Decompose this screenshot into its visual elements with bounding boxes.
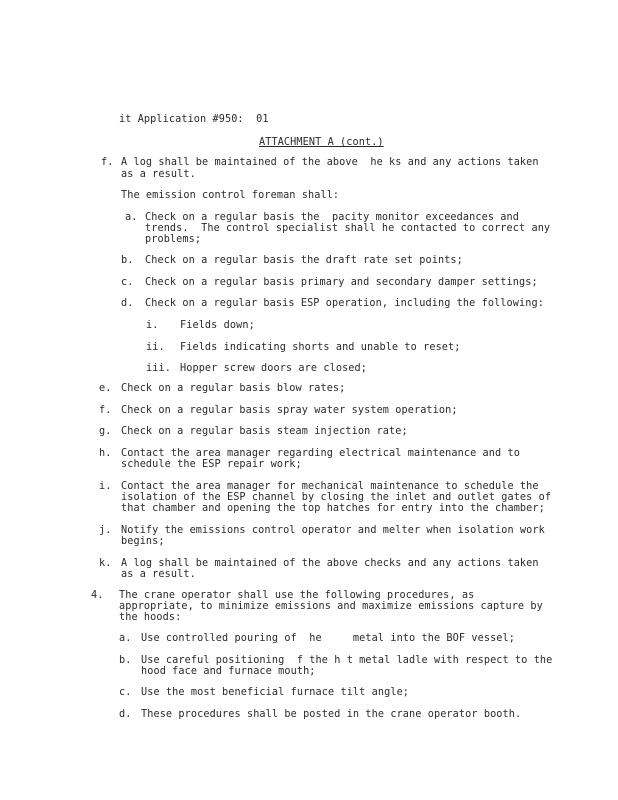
item-text-line: Use the most beneficial furnace tilt angle; (141, 687, 410, 698)
item-text-line: The crane operator shall use the following procedures, as (119, 590, 475, 601)
section-number: 4. (91, 590, 104, 601)
item-marker: a. (119, 633, 132, 644)
item-text-line: Check on a regular basis the draft rate set points; (145, 255, 463, 266)
item-text-line: Check on a regular basis steam injection rate; (121, 426, 408, 437)
item-text-line: trends. The control specialist shall he contacted to correct any (145, 223, 551, 234)
item-text-line: Contact the area manager for mechanical maintenance to schedule the (121, 481, 539, 492)
item-marker: i. (99, 481, 112, 492)
subitem-text: Fields indicating shorts and unable to reset; (180, 342, 461, 353)
subitem-marker: i. (146, 320, 159, 331)
item-text-line: Contact the area manager regarding electrical maintenance and to (121, 448, 520, 459)
item-marker: b. (119, 655, 132, 666)
item-text-line: A log shall be maintained of the above he ks and any actions taken (121, 157, 539, 168)
item-text-line: A log shall be maintained of the above checks and any actions taken (121, 558, 539, 569)
subitem-marker: ii. (146, 342, 165, 353)
item-marker: c. (121, 277, 134, 288)
item-text-line: as a result. (121, 169, 196, 180)
item-text-line: the hoods: (119, 612, 182, 623)
item-marker: e. (99, 383, 112, 394)
item-text-line: Use careful positioning f the h t metal ladle with respect to the (141, 655, 553, 666)
section-intro: The emission control foreman shall: (121, 190, 340, 201)
item-text-line: Check on a regular basis spray water system operation; (121, 405, 458, 416)
subitem-text: Fields down; (180, 320, 255, 331)
item-text-line: Check on a regular basis primary and secondary damper settings; (145, 277, 538, 288)
item-marker: c. (119, 687, 132, 698)
subitem-marker: iii. (146, 363, 171, 374)
item-text-line: begins; (121, 536, 165, 547)
item-marker: k. (99, 558, 112, 569)
item-text-line: appropriate, to minimize emissions and maximize emissions capture by (119, 601, 543, 612)
item-text-line: Notify the emissions control operator and melter when isolation work (121, 525, 545, 536)
item-marker: d. (121, 298, 134, 309)
item-marker: b. (121, 255, 134, 266)
item-text-line: Use controlled pouring of he metal into the BOF vessel; (141, 633, 516, 644)
item-marker: j. (99, 525, 112, 536)
item-text-line: These procedures shall be posted in the crane operator booth. (141, 709, 522, 720)
item-text-line: as a result. (121, 569, 196, 580)
item-text-line: that chamber and opening the top hatches for entry into the chamber; (121, 503, 545, 514)
item-text-line: isolation of the ESP channel by closing the inlet and outlet gates of (121, 492, 552, 503)
item-marker: f. (101, 157, 114, 168)
item-marker: a. (125, 212, 138, 223)
permit-header: it Application #950: 01 (119, 114, 269, 125)
item-text-line: schedule the ESP repair work; (121, 459, 302, 470)
item-text-line: problems; (145, 234, 202, 245)
item-text-line: hood face and furnace mouth; (141, 666, 316, 677)
item-text-line: Check on a regular basis ESP operation, including the following: (145, 298, 544, 309)
page-title: ATTACHMENT A (cont.) (259, 137, 384, 148)
item-text-line: Check on a regular basis blow rates; (121, 383, 346, 394)
item-marker: g. (99, 426, 112, 437)
item-text-line: Check on a regular basis the pacity monitor exceedances and (145, 212, 520, 223)
item-marker: d. (119, 709, 132, 720)
item-marker: h. (99, 448, 112, 459)
subitem-text: Hopper screw doors are closed; (180, 363, 368, 374)
item-marker: f. (99, 405, 112, 416)
